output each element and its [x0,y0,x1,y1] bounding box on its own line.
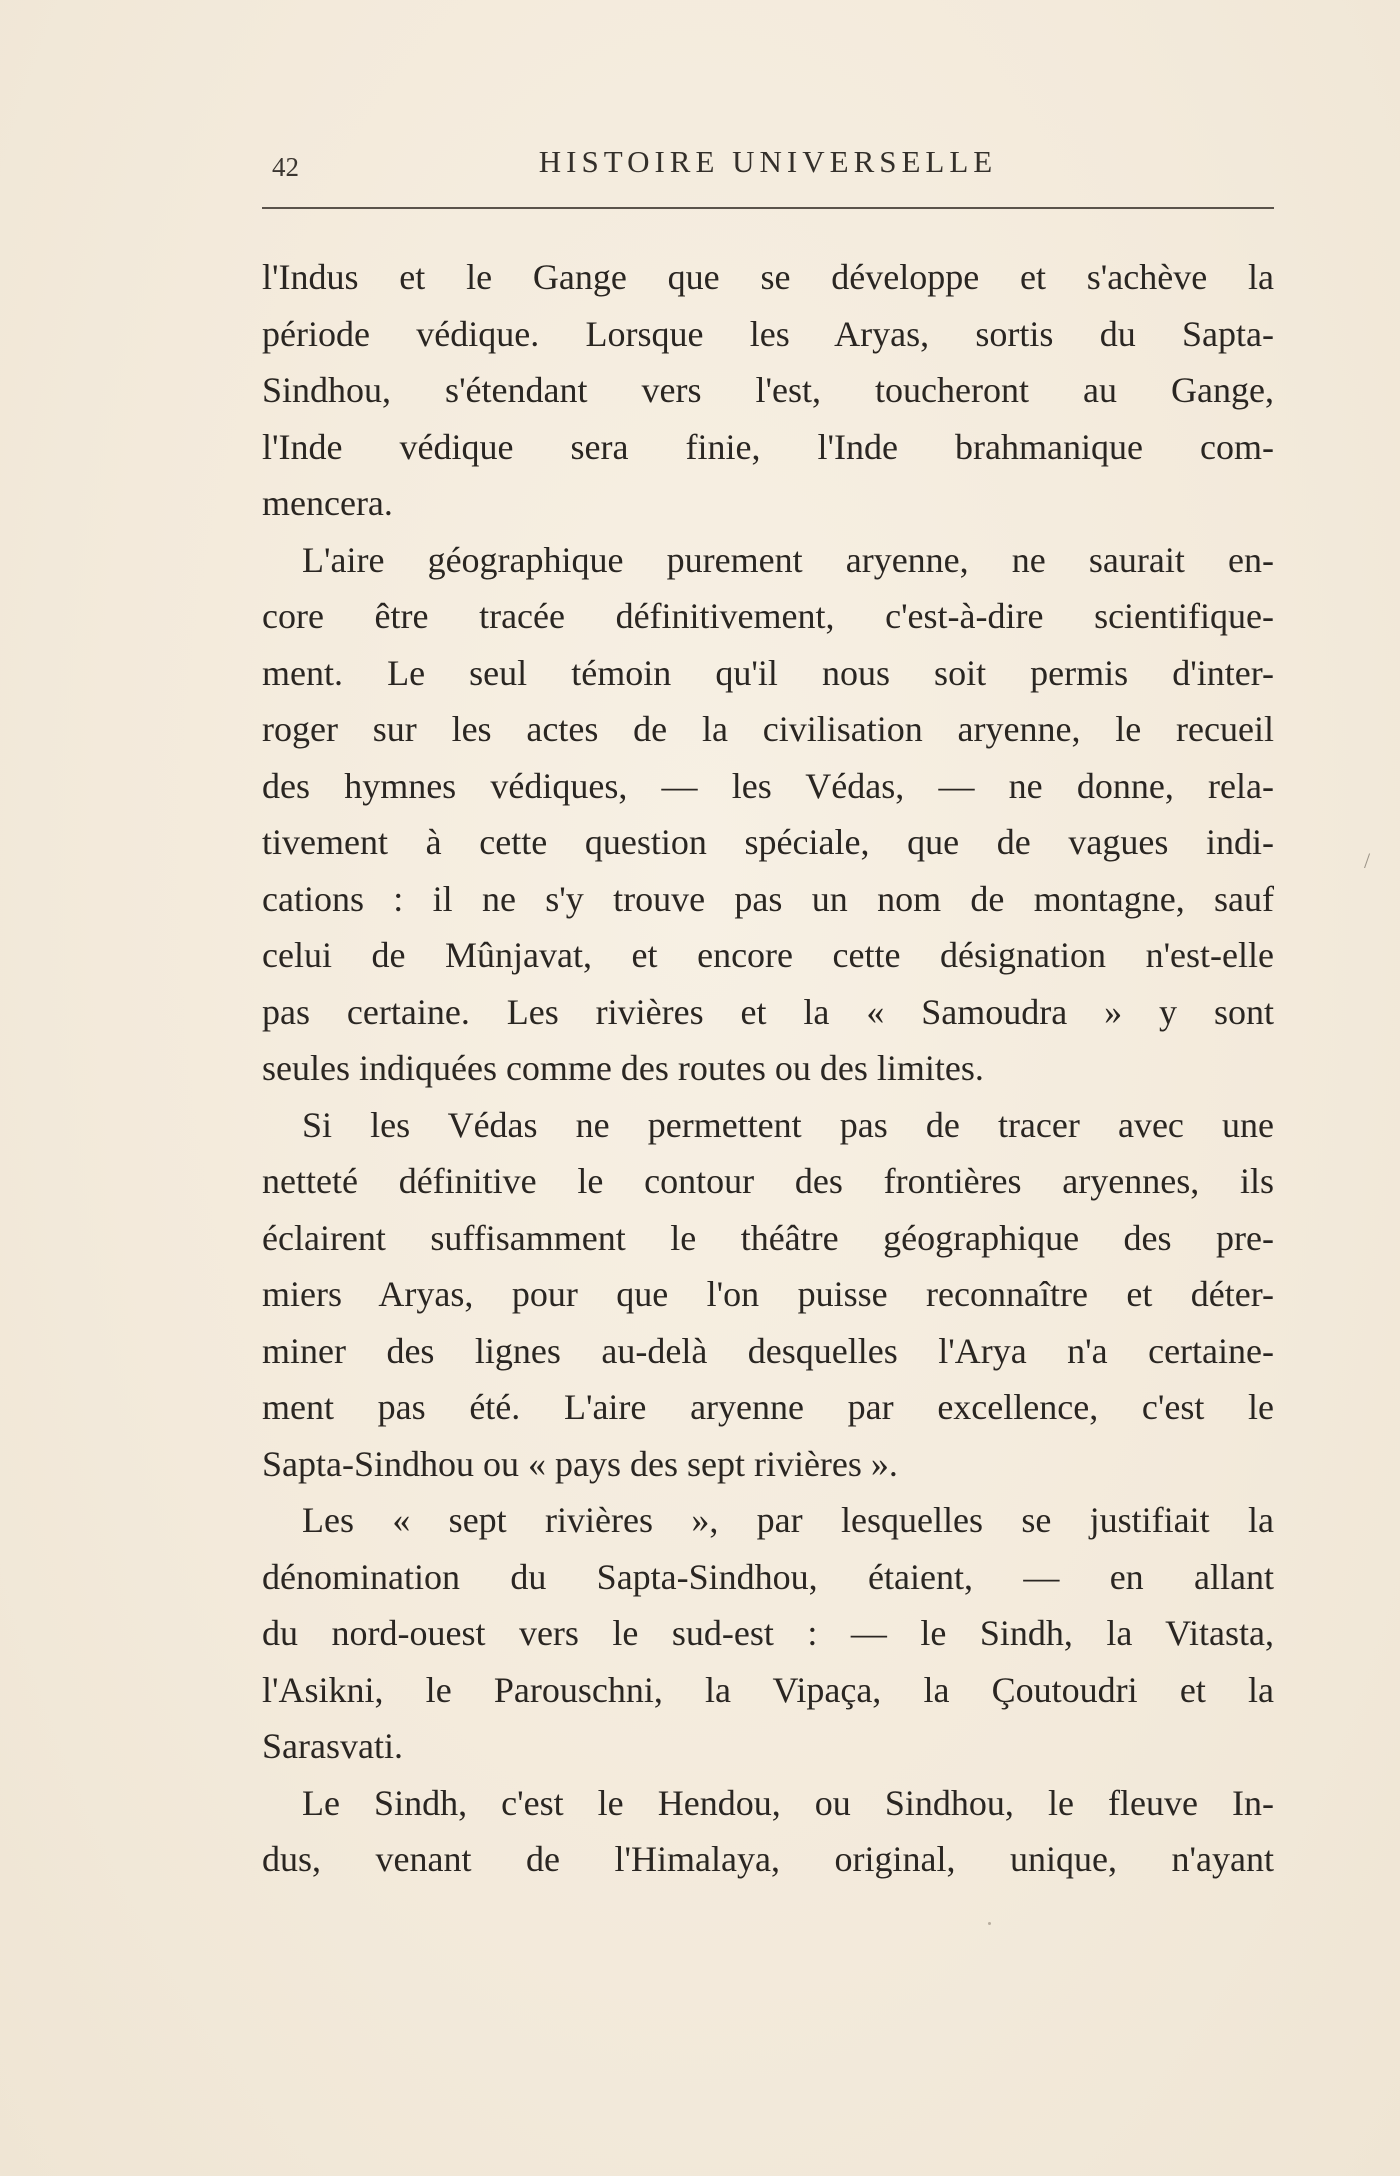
text-line: cations : il ne s'y trouve pas un nom de montagne, sauf [262,878,1274,919]
page-header [262,140,1274,190]
text-line: l'Inde védique sera finie, l'Inde brahmanique com- [262,426,1274,467]
text-line: Sarasvati. [262,1726,403,1766]
text-line: miner des lignes au-delà desquelles l'Arya n'a certaine- [262,1330,1274,1371]
text-line: ment. Le seul témoin qu'il nous soit permis d'inter- [262,652,1274,693]
text-line: Si les Védas ne permettent pas de tracer avec une [302,1104,1274,1145]
text-line: l'Indus et le Gange que se développe et s'achève la [262,257,1274,297]
text-line: seules indiquées comme des routes ou des limites. [262,1048,984,1088]
text-line: éclairent suffisamment le théâtre géographique des pre- [262,1217,1274,1258]
text-line: core être tracée définitivement, c'est-à-dire scientifique- [262,596,1274,636]
text-line: Le Sindh, c'est le Hendou, ou Sindhou, le fleuve In- [302,1782,1274,1823]
text-line: Sapta-Sindhou ou « pays des sept rivières ». [262,1443,898,1484]
header-rule [262,207,1274,209]
text-line: du nord-ouest vers le sud-est : — le Sindh, la Vitasta, [262,1613,1274,1653]
text-line: roger sur les actes de la civilisation aryenne, le recueil [262,709,1274,749]
text-line: des hymnes védiques, — les Védas, — ne donne, rela- [262,765,1274,806]
text-line: tivement à cette question spéciale, que de vagues indi- [262,822,1274,862]
margin-pencil-mark: / [1364,848,1371,873]
text-line: Sindhou, s'étendant vers l'est, toucheront au Gange, [262,370,1274,410]
text-line: l'Asikni, le Parouschni, la Vipaça, la Çoutoudri et la [262,1669,1274,1710]
text-line: L'aire géographique purement aryenne, ne saurait en- [302,539,1274,580]
text-line: période védique. Lorsque les Aryas, sortis du Sapta- [262,313,1274,354]
text-line: celui de Mûnjavat, et encore cette désignation n'est-elle [262,935,1274,975]
text-line: pas certaine. Les rivières et la « Samoudra » y sont [262,991,1274,1032]
running-title: HISTOIRE UNIVERSELLE [538,144,998,179]
paper-fleck [988,1922,991,1925]
text-line: ment pas été. L'aire aryenne par excellence, c'est le [262,1387,1274,1427]
text-line: netteté définitive le contour des frontières aryennes, ils [262,1161,1274,1201]
body-text [262,249,1274,1888]
text-line: Les « sept rivières », par lesquelles se justifiait la [302,1500,1274,1540]
text-line: dénomination du Sapta-Sindhou, étaient, — en allant [262,1556,1274,1597]
page-number: 42 [272,152,299,182]
text-line: mencera. [262,483,393,523]
text-line: miers Aryas, pour que l'on puisse reconnaître et déter- [262,1274,1274,1314]
text-line: dus, venant de l'Himalaya, original, unique, n'ayant [262,1839,1274,1879]
